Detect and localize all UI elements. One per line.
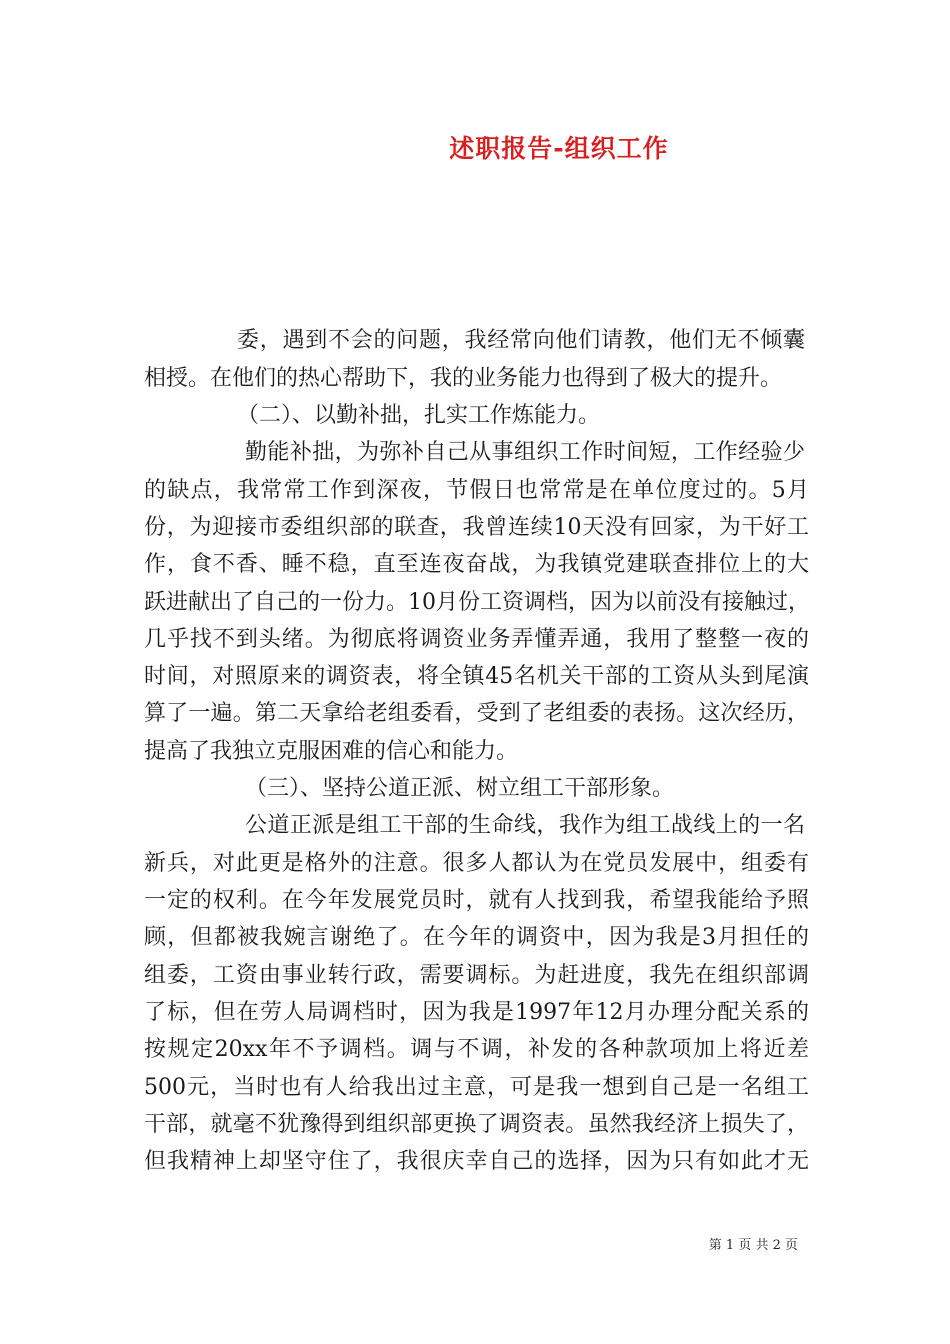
text-line: 时间，对照原来的调资表，将全镇45名机关干部的工资从头到尾演	[144, 664, 809, 689]
text-line: 按规定20xx年不予调档。调与不调，补发的各种款项加上将近差	[144, 1037, 809, 1062]
text-line: 作，食不香、睡不稳，直至连夜奋战，为我镇党建联查排位上的大	[144, 552, 809, 577]
text-line: 跃进献出了自己的一份力。10月份工资调档，因为以前没有接触过，	[144, 590, 810, 615]
section-heading: （二）、以勤补拙，扎实工作炼能力。	[237, 403, 601, 428]
text-line: 500元，当时也有人给我出过主意，可是我一想到自己是一名组工	[144, 1075, 809, 1100]
text-line: 份，为迎接市委组织部的联查，我曾连续10天没有回家，为干好工	[144, 515, 809, 540]
text-line: 干部，就毫不犹豫得到组织部更换了调资表。虽然我经济上损失了，	[144, 1112, 809, 1137]
text-line: 了标，但在劳人局调档时，因为我是1997年12月办理分配关系的	[144, 1000, 809, 1025]
text-line: 的缺点，我常常工作到深夜，节假日也常常是在单位度过的。5月	[144, 478, 809, 503]
text-line: 算了一遍。第二天拿给老组委看，受到了老组委的表扬。这次经历，	[144, 701, 809, 726]
text-line: 相授。在他们的热心帮助下，我的业务能力也得到了极大的提升。	[144, 366, 783, 391]
text-line: 顾，但都被我婉言谢绝了。在今年的调资中，因为我是3月担任的	[144, 925, 809, 950]
page-number: 第 1 页 共 2 页	[708, 1238, 798, 1253]
page-title: 述职报告-组织工作	[449, 134, 669, 163]
text-line: 勤能补拙，为弥补自己从事组织工作时间短，工作经验少	[245, 440, 805, 465]
text-line: 新兵，对此更是格外的注意。很多人都认为在党员发展中，组委有	[144, 851, 809, 876]
text-line: 提高了我独立克服困难的信心和能力。	[144, 739, 519, 764]
text-line: 委，遇到不会的问题，我经常向他们请教，他们无不倾囊	[237, 328, 805, 353]
section-heading: （三）、坚持公道正派、树立组工干部形象。	[245, 776, 675, 801]
text-line: 一定的权利。在今年发展党员时，就有人找到我，希望我能给予照	[144, 888, 809, 913]
text-line: 几乎找不到头绪。为彻底将调资业务弄懂弄通，我用了整整一夜的	[144, 627, 809, 652]
text-line: 公道正派是组工干部的生命线，我作为组工战线上的一名	[245, 813, 805, 838]
text-line: 组委，工资由事业转行政，需要调标。为赶进度，我先在组织部调	[144, 963, 809, 988]
text-line: 但我精神上却坚守住了，我很庆幸自己的选择，因为只有如此才无	[144, 1149, 809, 1174]
